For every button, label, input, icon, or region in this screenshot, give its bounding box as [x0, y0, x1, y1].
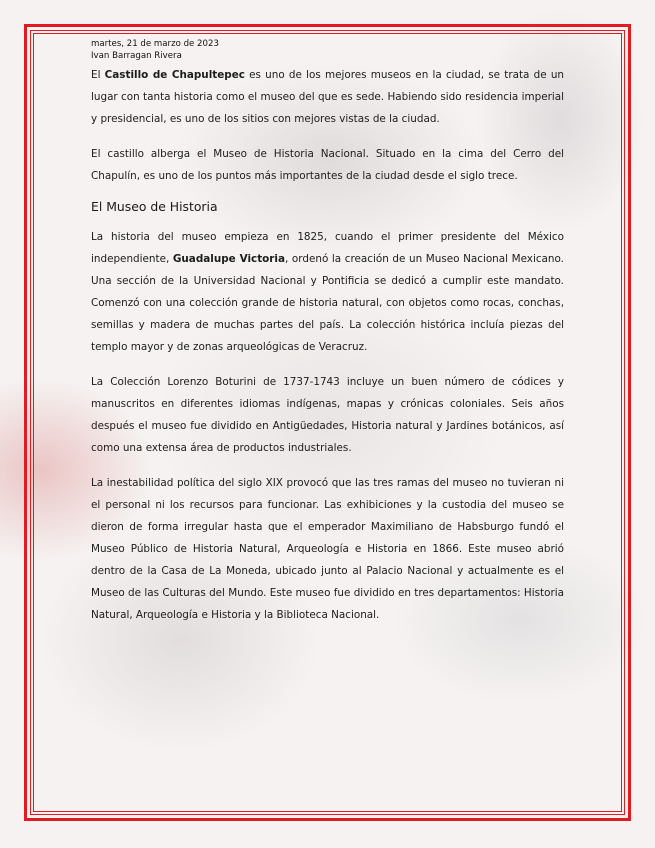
history-paragraph-2: La Colección Lorenzo Boturini de 1737-1743 incluye un buen número de códices y manuscritos en diferentes idiomas indígenas, mapas y crónicas coloniales. Seis años después el museo fue dividido en Antigüedades, Historia natural y Jardines botánicos, así como una extensa área de productos industriales.: [91, 376, 564, 454]
history-p1-lead: La historia del museo empieza en 1825, cuando el primer presidente del México independiente,: [91, 231, 564, 265]
intro-p1-rest: es uno de los mejores museos en la ciudad, se trata de un lugar con tanta historia como el museo del que es sede. Habiendo sido residencia imperial y presidencial, es uno de los sitios con mejores vistas de la ciudad.: [91, 69, 564, 125]
date-line: martes, 21 de marzo de 2023: [91, 39, 219, 49]
header-meta: [91, 38, 564, 62]
intro-p1-lead: El: [91, 69, 105, 81]
castle-name: Castillo de Chapultepec: [104, 69, 245, 81]
author-line: Ivan Barragan Rivera: [91, 51, 182, 61]
president-name: Guadalupe Victoria: [172, 253, 286, 265]
history-p1-rest: , ordenó la creación de un Museo Nacional Mexicano. Una sección de la Universidad Nacional y Pontificia se dedicó a cumplir este mandato. Comenzó con una colección grande de historia natural, con objetos como rocas, conchas, semillas y madera de muchas partes del país. La colección histórica incluía piezas del templo mayor y de zonas arqueológicas de Veracruz.: [91, 253, 564, 353]
intro-paragraph-1: [91, 64, 564, 130]
section-heading: El Museo de Historia: [91, 199, 218, 214]
history-paragraph-1: [91, 226, 564, 358]
document-body: [91, 38, 564, 626]
intro-paragraph-2: El castillo alberga el Museo de Historia Nacional. Situado en la cima del Cerro del Chapulín, es uno de los puntos más importantes de la ciudad desde el siglo trece.: [91, 148, 564, 182]
history-paragraph-3: La inestabilidad política del siglo XIX provocó que las tres ramas del museo no tuvieran ni el personal ni los recursos para funcionar. Las exhibiciones y la custodia del museo se dieron de forma irregular hasta que el emperador Maximiliano de Habsburgo fundó el Museo Público de Historia Natural, Arqueología e Historia en 1866. Este museo abrió dentro de la Casa de La Moneda, ubicado junto al Palacio Nacional y actualmente es el Museo de las Culturas del Mundo. Este museo fue dividido en tres departamentos: Historia Natural, Arqueología e Historia y la Biblioteca Nacional.: [91, 477, 564, 621]
